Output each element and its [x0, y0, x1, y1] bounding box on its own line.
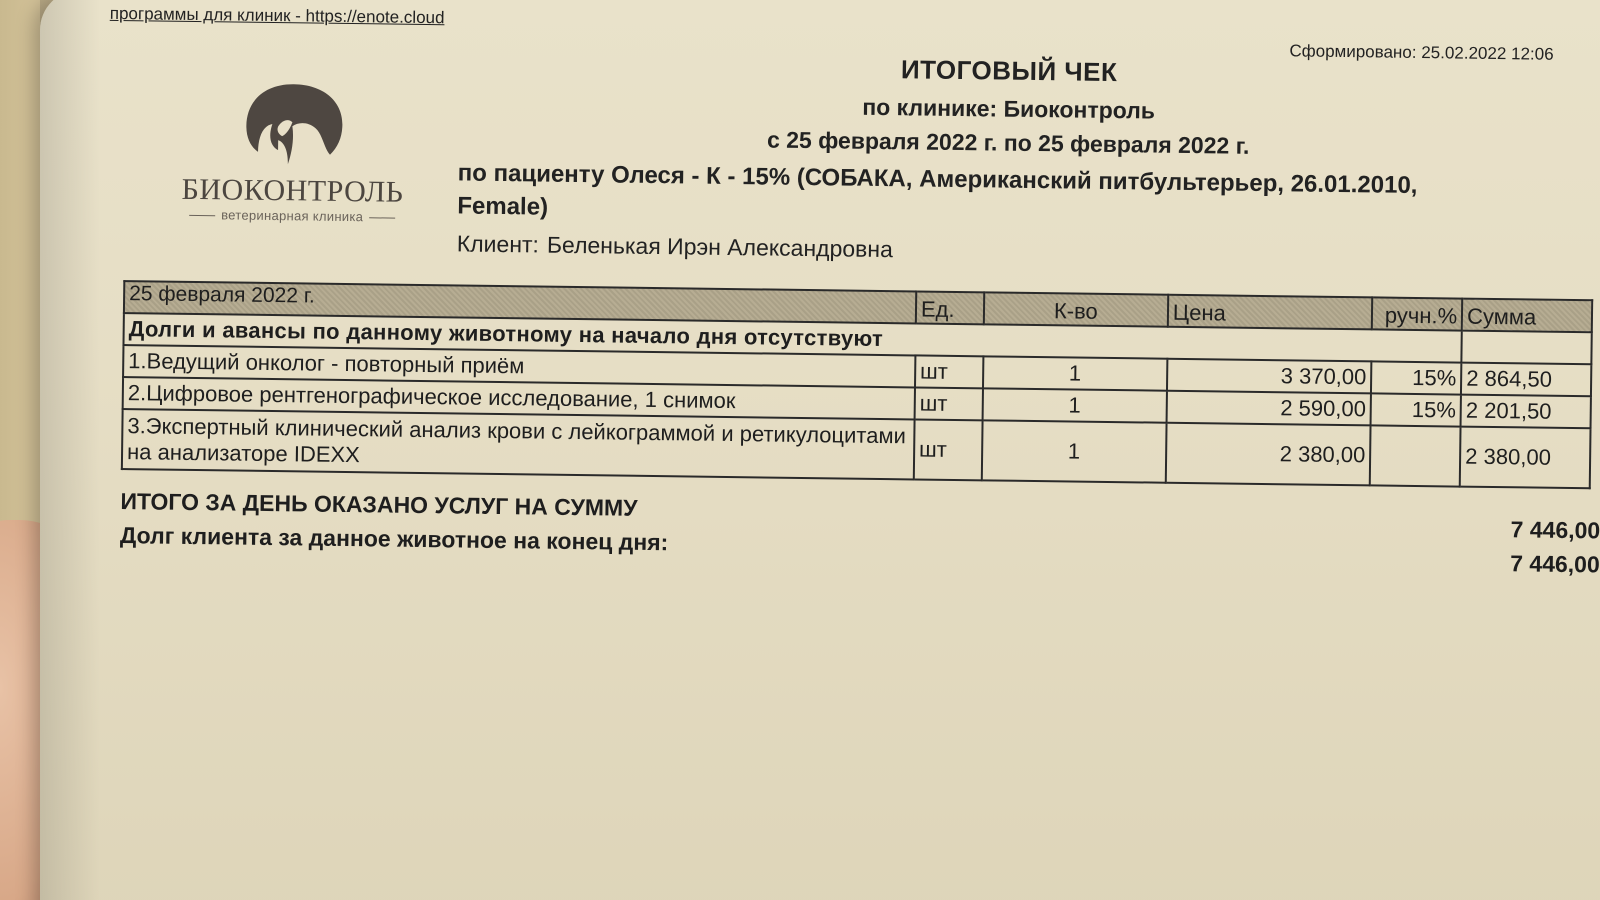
service-sum: 2 380,00 [1460, 427, 1591, 489]
debt-total-label: Долг клиента за данное животное на конец дня: [119, 522, 669, 556]
totals-block [119, 488, 1600, 578]
day-total-value: 7 446,00 [1510, 516, 1600, 544]
day-total-label: ИТОГО ЗА ДЕНЬ ОКАЗАНО УСЛУГ НА СУММУ [120, 488, 638, 521]
clinic-subtitle: ветеринарная клиника [172, 207, 412, 225]
service-name: 3.Экспертный клинический анализ крови с лейкограммой и ретикулоцитами на анализаторе IDEXX [122, 409, 915, 479]
service-unit: шт [914, 419, 983, 480]
service-price: 2 590,00 [1166, 391, 1371, 426]
software-link[interactable]: программы для клиник - https://enote.cloud [109, 3, 445, 28]
service-discount: 15% [1371, 361, 1461, 394]
table-date: 25 февраля 2022 г. [124, 281, 916, 323]
patient-line: по пациенту Олеся - К - 15% (СОБАКА, Американский питбультерьер, 26.01.2010, Female) [457, 159, 1418, 221]
receipt-title: ИТОГОВЫЙ ЧЕК [900, 54, 1118, 88]
column-price: Цена [1168, 295, 1373, 330]
generated-timestamp: Сформировано: 25.02.2022 12:06 [1289, 41, 1554, 64]
service-sum: 2 201,50 [1461, 395, 1591, 429]
service-price: 3 370,00 [1167, 359, 1372, 394]
column-discount: ручн.% [1372, 297, 1462, 330]
service-qty: 1 [982, 388, 1167, 422]
service-name: 2.Цифровое рентгенографическое исследование, 1 снимок [123, 377, 915, 419]
column-sum: Сумма [1462, 299, 1592, 333]
clinic-logo [172, 79, 414, 242]
service-sum: 2 864,50 [1461, 363, 1591, 397]
service-qty: 1 [982, 420, 1167, 482]
dog-head-logo-icon [238, 80, 349, 173]
clinic-name: БИОКОНТРОЛЬ [181, 172, 404, 209]
period-line: с 25 февраля 2022 г. по 25 февраля 2022 г. [766, 126, 1250, 159]
service-discount: 15% [1371, 393, 1461, 426]
debt-total-value: 7 446,00 [1510, 550, 1600, 578]
clinic-line: по клинике: Биоконтроль [862, 93, 1156, 124]
service-price: 2 380,00 [1166, 423, 1371, 486]
service-name: 1.Ведущий онколог - повторный приём [123, 345, 915, 387]
service-unit: шт [914, 387, 982, 420]
client-label: Клиент: [456, 230, 540, 258]
services-table [121, 280, 1593, 489]
client-name: Беленькая Ирэн Александровна [546, 231, 894, 263]
column-unit: Ед. [916, 291, 984, 324]
column-qty: К-во [984, 292, 1169, 326]
service-discount [1370, 425, 1461, 486]
service-unit: шт [915, 355, 983, 388]
client-line [457, 230, 893, 263]
debt-note: Долги и авансы по данному животному на начало дня отсутствуют [123, 313, 1461, 363]
service-qty: 1 [983, 356, 1168, 390]
